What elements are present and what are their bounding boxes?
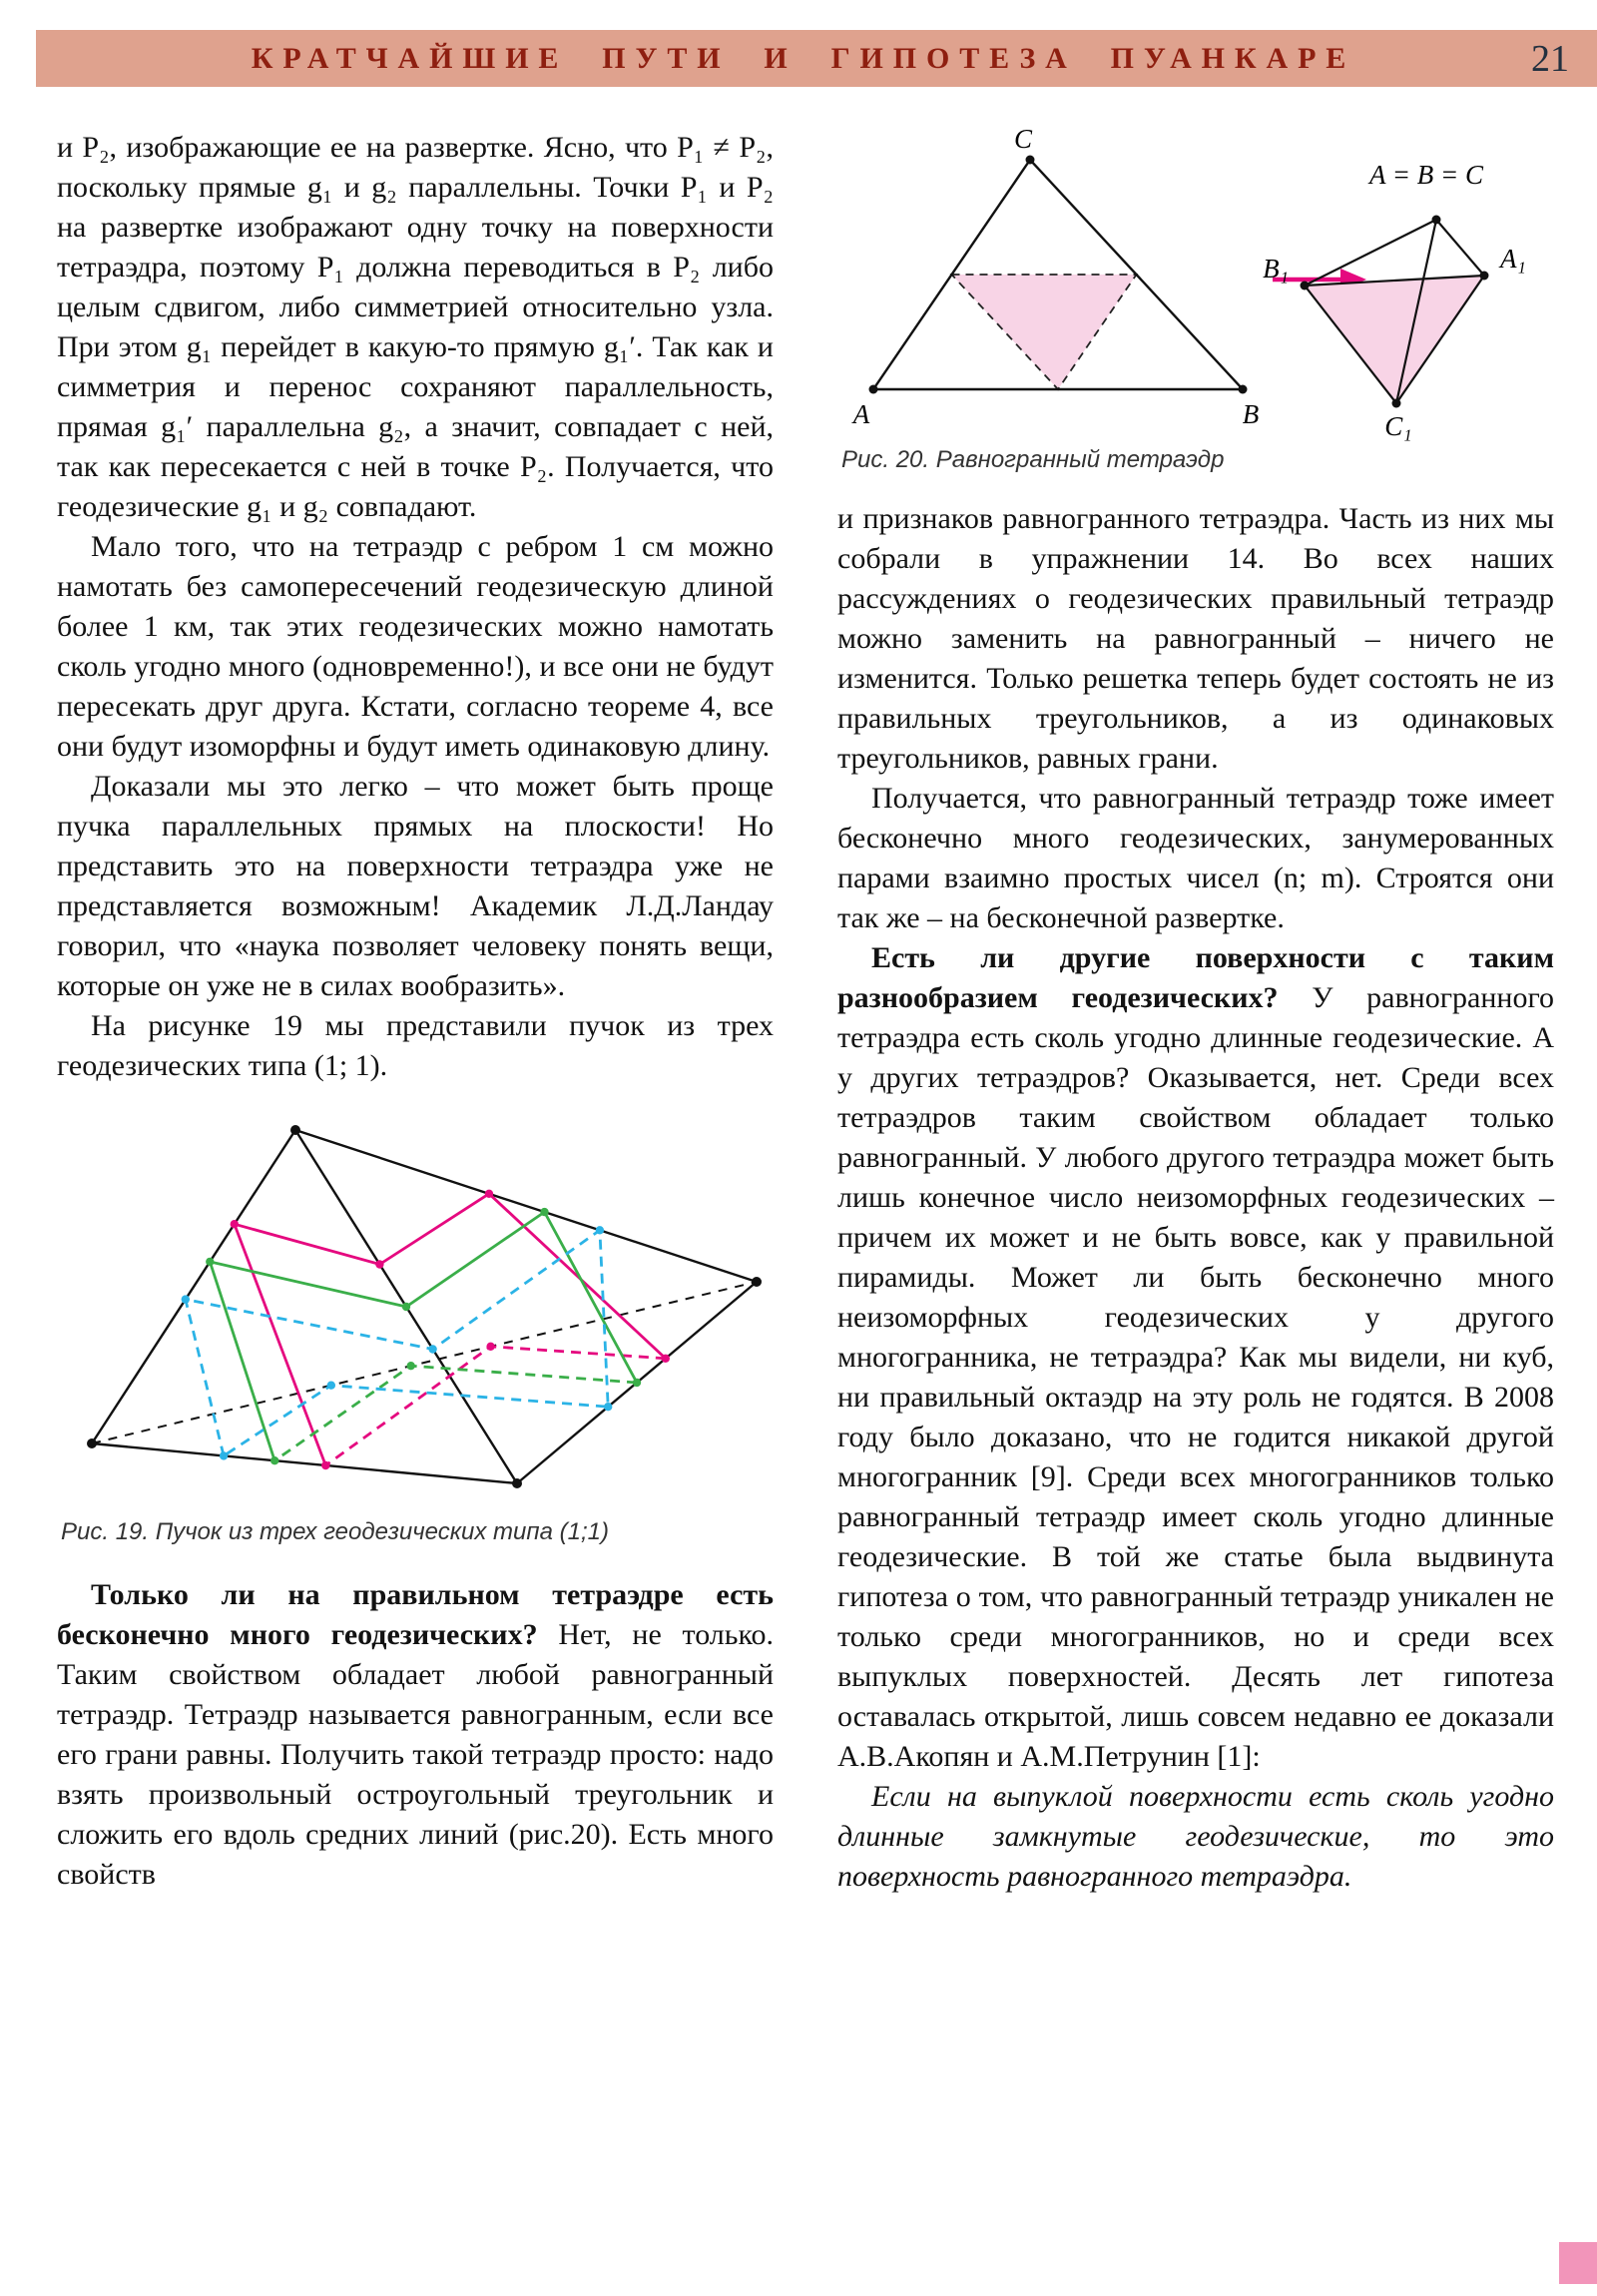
vertex-dot — [290, 1125, 300, 1135]
vertex-dot — [87, 1438, 97, 1448]
paragraph — [837, 938, 1554, 1777]
label-C1: C₁ — [1384, 411, 1412, 441]
figure-19-drawing — [66, 1114, 765, 1505]
bold-lead-question: Есть ли другие поверхности с таким разнообразием геодезических? — [837, 941, 1554, 1014]
vertex-dot — [1392, 399, 1401, 408]
figure-20 — [837, 128, 1554, 475]
paragraph: и P₂, изображающие ее на развертке. Ясно, что P₁ ≠ P₂, поскольку прямые g₁ и g₂ параллельны. Точки P₁ и P₂ на развертке изображают одну точку на поверхности тетраэдра, поэтому P₁ должна переводиться в P₂ либо целым сдвигом, либо симметрией относительно узла. При этом g₁ перейдет в какую-то прямую g₁′. Так как и симметрия и перенос сохраняют параллельность, прямая g₁′ параллельна g₂, а значит, совпадает с ней, так как пересекается с ней в точке P₂. Получается, что геодезические g₁ и g₂ совпадают. — [57, 131, 774, 523]
page-header — [36, 30, 1597, 87]
vertex-dot — [1239, 385, 1248, 394]
left-column — [57, 128, 774, 1897]
label-ABC: A = B = C — [1369, 160, 1483, 190]
figure-19-caption: Рис. 19. Пучок из трех геодезических типа (1;1) — [61, 1518, 609, 1545]
paragraph: Доказали мы это легко – что может быть проще пучка параллельных прямых на плоскости! Но представить это на поверхности тетраэдра уже не представляется возможным! Академик Л.Д.Ландау говорил, что «наука позволяет человеку понять вещи, которые он уже не в силах вообразить». — [57, 770, 774, 1002]
vertex-dot — [1480, 272, 1489, 281]
paragraph — [57, 1575, 774, 1895]
corner-accent — [1559, 2242, 1597, 2284]
vertex-dot — [752, 1277, 762, 1287]
two-column-layout — [57, 128, 1554, 1897]
bold-lead-question: Только ли на правильном тетраэдре есть бесконечно много геодезических? — [57, 1578, 774, 1651]
running-title: КРАТЧАЙШИЕ ПУТИ И ГИПОТЕЗА ПУАНКАРЕ — [251, 41, 1356, 75]
paragraph: Мало того, что на тетраэдр с ребром 1 см можно намотать без самопересечений геодезическую длиной более 1 км, так этих геодезических можно намотать сколь угодно много (одновременно!), и все они не будут пересекать друг друга. Кстати, согласно теореме 4, все они будут изоморфны и будут иметь одинаковую длину. — [57, 530, 774, 763]
theorem-italic-paragraph: Если на выпуклой поверхности есть сколь угодно длинные замкнутые геодезические, то это поверхность равногранного тетраэдра. — [837, 1780, 1554, 1893]
label-B: B — [1242, 399, 1260, 429]
page-number: 21 — [1531, 37, 1569, 80]
label-A: A — [852, 399, 870, 429]
figure-20-caption: Рис. 20. Равногранный тетраэдр — [841, 446, 1225, 473]
geodesic-loop-cyan — [182, 1226, 613, 1460]
paragraph-text: У равногранного тетраэдра есть сколь угодно длинные геодезические. А у других тетраэдров? Оказывается, нет. Среди всех тетраэдров таким свойством обладает только равногранный. У любого другого тетраэдра может быть лишь конечное число неизоморфных геодезических – причем их может и не быть вовсе, как у правильной пирамиды. Может ли быть бесконечно много неизоморфных геодезических у другого многогранника, не тетраэдра? Как мы видели, ни куб, ни правильный октаэдр на эту роль не годятся. В 2008 году было доказано, что не годится никакой другой многогранник [9]. Среди всех многогранников только равногранный тетраэдр имеет сколь угодно длинные геодезические. В той же статье была выдвинута гипотеза о том, что равногранный тетраэдр уникален не только среди многогранников, но и среди всех выпуклых поверхностей. Десять лет гипотеза оставалась открытой, лишь совсем недавно ее доказали А.В.Акопян и А.М.Петрунин [1]: — [837, 981, 1555, 1773]
paragraph: На рисунке 19 мы представили пучок из трех геодезических типа (1; 1). — [57, 1009, 774, 1082]
figure-19 — [57, 1114, 774, 1547]
paragraph: и признаков равногранного тетраэдра. Часть из них мы собрали в упражнении 14. Во всех наших рассуждениях о геодезических правильный тетраэдр можно заменить на равногранный – ничего не изменится. Только решетка теперь будет состоять не из правильных треугольников, а из одинаковых треугольников, равных грани. — [837, 502, 1554, 775]
label-C: C — [1013, 128, 1033, 154]
paragraph-text: Нет, не только. Таким свойством обладает любой равногранный тетраэдр. Тетраэдр называется равногранным, если все его грани равны. Получить такой тетраэдр просто: надо взять произвольный остроугольный треугольник и сложить его вдоль средних линий (рис.20). Есть много свойств — [57, 1618, 775, 1891]
vertex-dot — [1301, 282, 1310, 290]
vertex-dot — [512, 1478, 522, 1488]
label-A1: A₁ — [1500, 244, 1526, 274]
vertex-dot — [869, 385, 878, 394]
paragraph: Получается, что равногранный тетраэдр тоже имеет бесконечно много геодезических, занумерованных парами взаимно простых чисел (n; m). Строятся они так же – на бесконечной развертке. — [837, 782, 1554, 934]
figure-20-drawing — [837, 128, 1536, 441]
label-B1: B₁ — [1263, 254, 1289, 284]
folded-tetrahedron — [1263, 160, 1526, 441]
unfolded-triangle — [851, 128, 1260, 429]
right-column — [837, 128, 1554, 1897]
vertex-dot — [1432, 216, 1441, 225]
vertex-dot — [1026, 156, 1035, 165]
